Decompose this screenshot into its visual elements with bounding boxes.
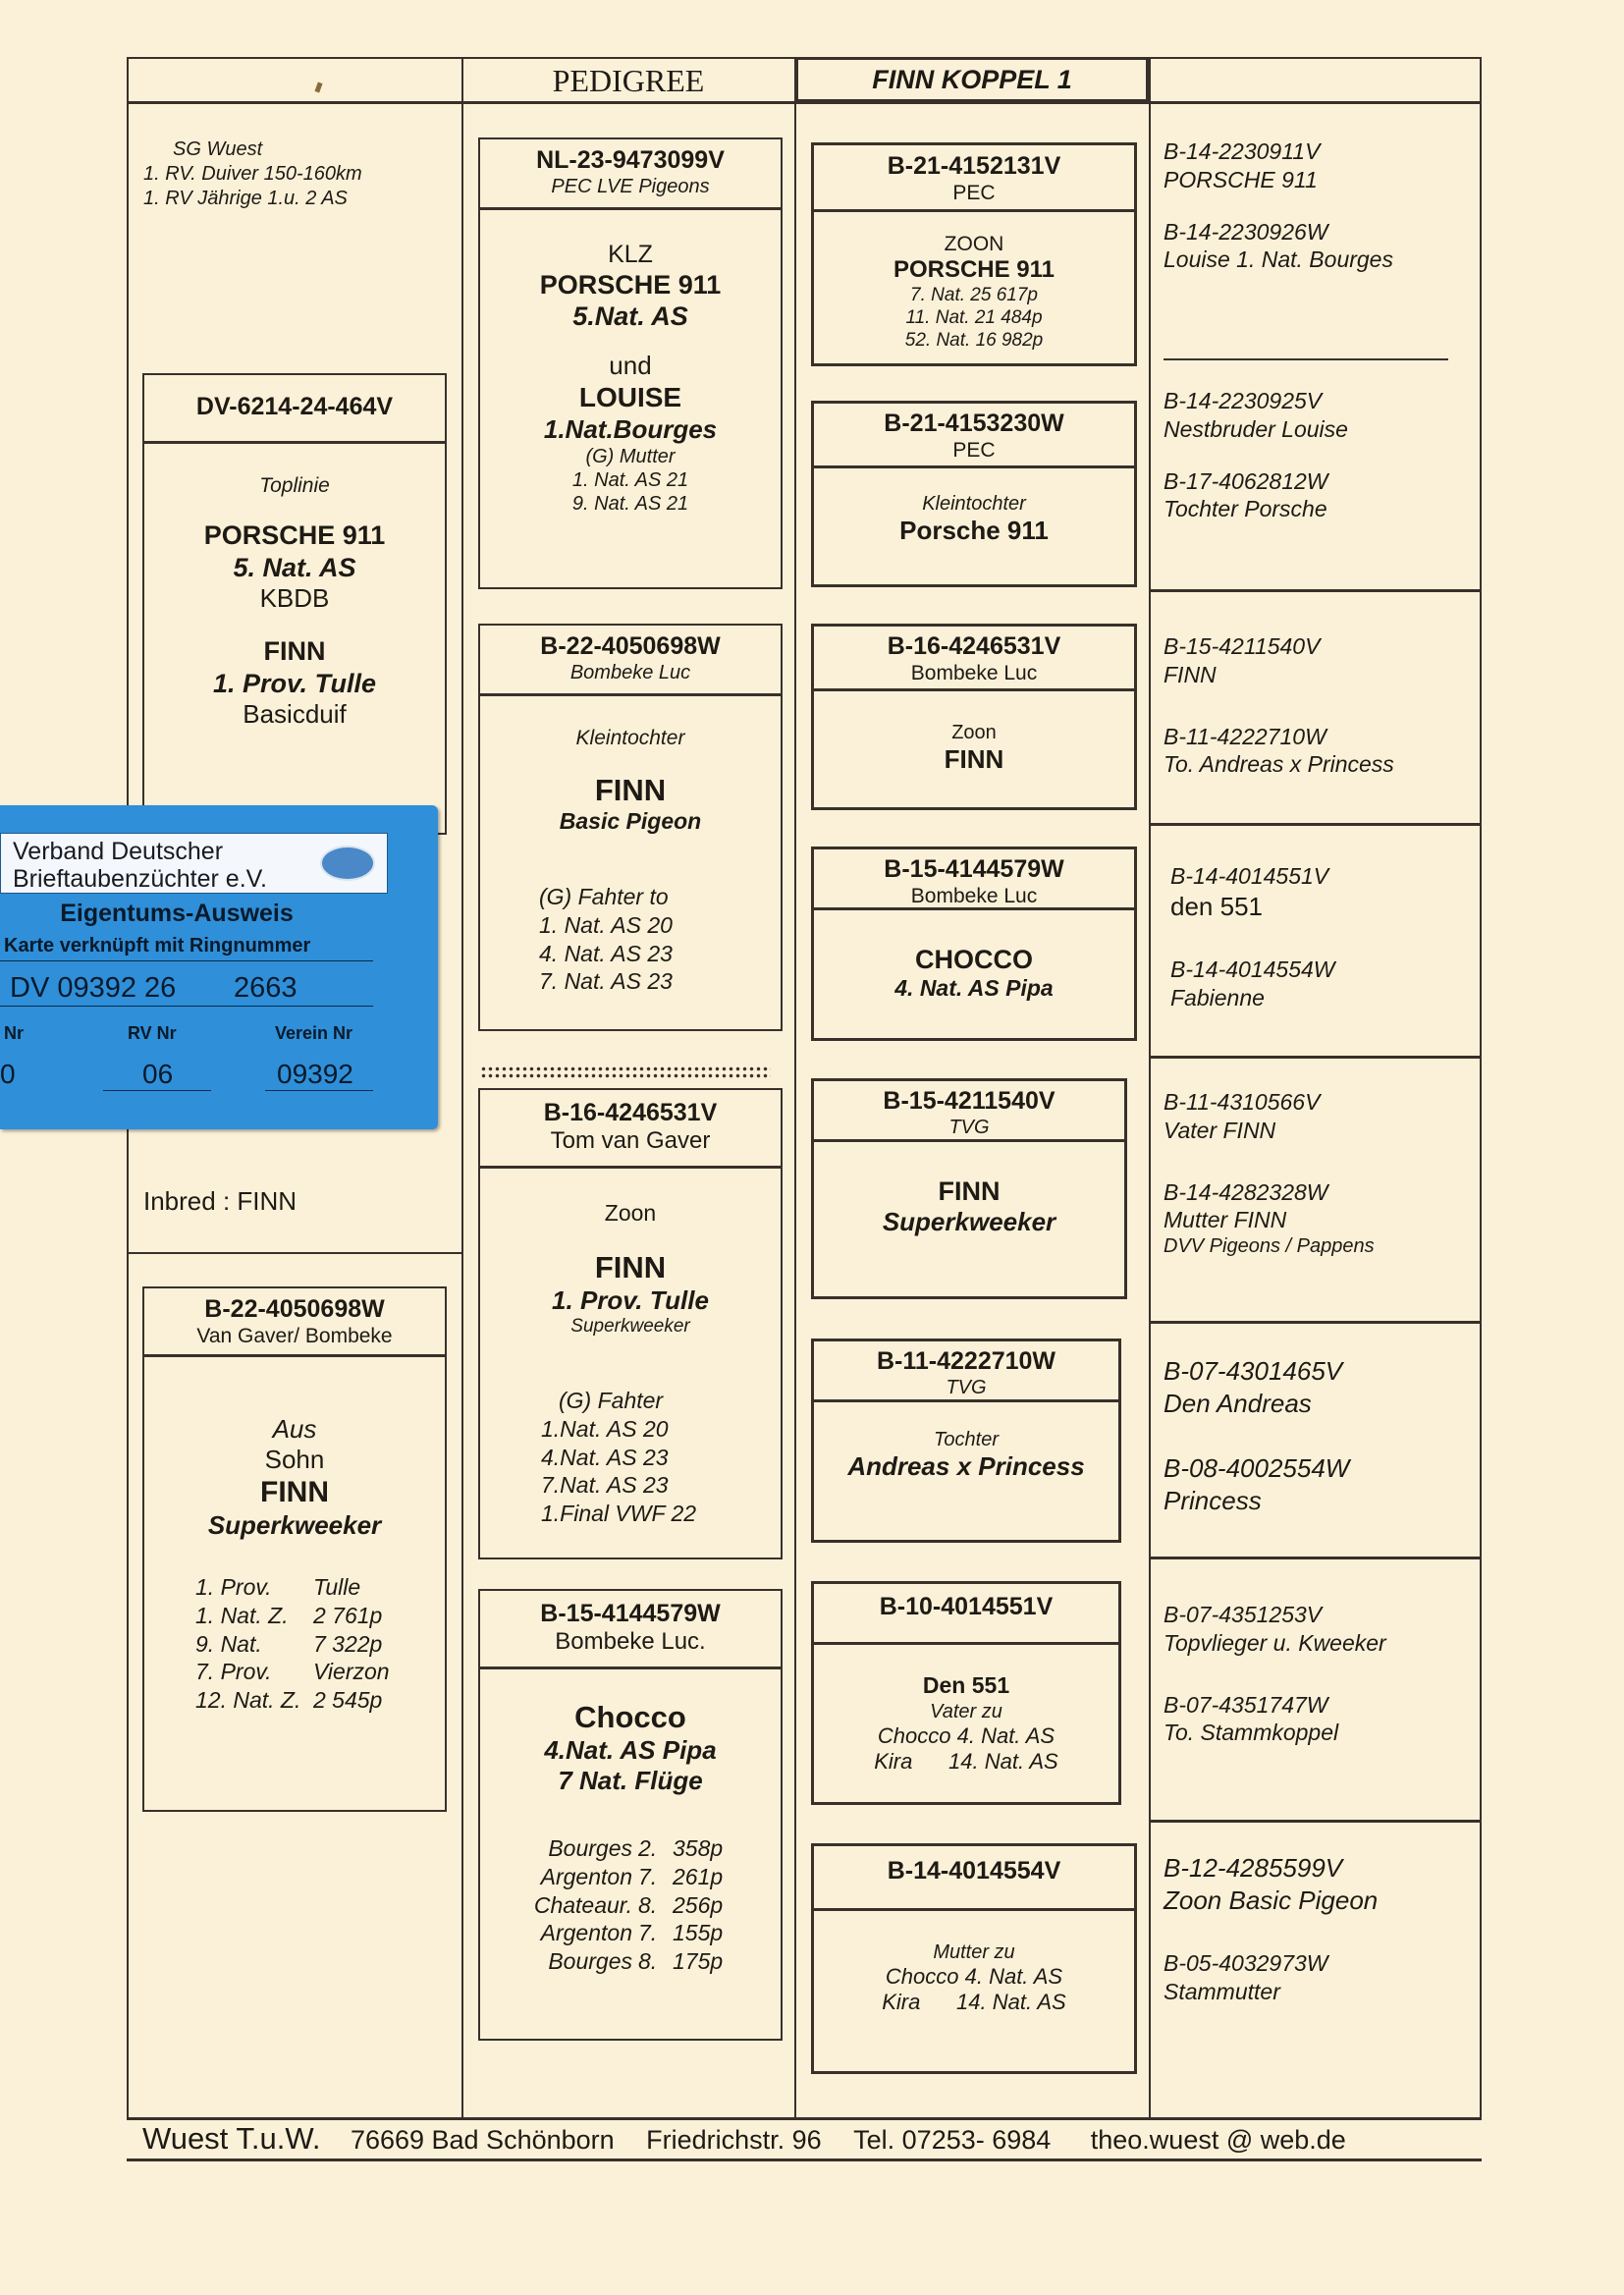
gen4-note: Tochter Porsche bbox=[1164, 496, 1327, 522]
gen2-ring: B-15-4144579W bbox=[540, 1600, 721, 1627]
gen3-line: Kira 14. Nat. AS bbox=[874, 1748, 1058, 1774]
result-place: 1. Nat. Z. bbox=[195, 1602, 289, 1628]
gen4-ring: B-14-4282328W bbox=[1164, 1178, 1328, 1205]
gen2-line: (G) Fahter bbox=[559, 1388, 664, 1413]
gen4-ring: B-07-4301465V bbox=[1164, 1356, 1343, 1386]
gen2-line: 7 Nat. Flüge bbox=[558, 1766, 703, 1796]
gen2-line: PORSCHE 911 bbox=[539, 270, 722, 300]
gen3-box bbox=[811, 624, 1137, 810]
subject-line: 5. Nat. AS bbox=[233, 552, 356, 582]
gen4-note: Mutter FINN bbox=[1164, 1207, 1287, 1233]
gen2-line: Chocco bbox=[574, 1700, 686, 1734]
gen4-note: Louise 1. Nat. Bourges bbox=[1164, 246, 1393, 273]
gen4-note: Princess bbox=[1164, 1485, 1262, 1515]
gen4-cell bbox=[1164, 1852, 1478, 2006]
gen2-line: 1. Nat. AS 21 bbox=[571, 468, 689, 491]
result-place: 7. bbox=[638, 1920, 658, 1946]
gen2-line: Zoon bbox=[604, 1200, 657, 1226]
result-value: 261p bbox=[673, 1863, 724, 1889]
gen4-ring: B-08-4002554W bbox=[1164, 1453, 1350, 1483]
dotted-divider bbox=[480, 1066, 771, 1079]
gen2-line: LOUISE bbox=[578, 381, 682, 412]
gen2-box bbox=[478, 1589, 783, 2041]
gen4-note: PORSCHE 911 bbox=[1164, 166, 1318, 192]
gen3-ring: B-15-4211540V bbox=[883, 1087, 1056, 1115]
gen4-note: Nestbruder Louise bbox=[1164, 415, 1348, 442]
dam-result bbox=[195, 1602, 431, 1630]
gen3-box bbox=[811, 1843, 1137, 2074]
card-col-value: 06 bbox=[142, 1059, 174, 1089]
owner-line: 1. RV Jährige 1.u. 2 AS bbox=[143, 188, 348, 209]
card-title: Eigentums-Ausweis bbox=[60, 900, 294, 927]
gen3-box bbox=[811, 1339, 1121, 1543]
gen2-ring: NL-23-9473099V bbox=[536, 146, 725, 174]
result-value: 2 761p bbox=[313, 1602, 383, 1628]
subject-ring: DV-6214-24-464V bbox=[144, 375, 445, 444]
gen3-box bbox=[811, 142, 1137, 366]
gen4-ring: B-11-4310566V bbox=[1164, 1089, 1321, 1115]
dam-line: FINN bbox=[260, 1476, 329, 1509]
gen2-breeder: PEC LVE Pigeons bbox=[551, 176, 710, 197]
gen2-result bbox=[515, 1919, 751, 1947]
card-header bbox=[0, 833, 388, 894]
gen3-line: FINN bbox=[938, 1176, 1001, 1206]
gen3-line: PORSCHE 911 bbox=[893, 256, 1056, 284]
owner-line: SG Wuest bbox=[173, 138, 263, 160]
gen3-line: Tochter bbox=[934, 1429, 999, 1450]
card-ring-number: 2663 bbox=[234, 972, 298, 1004]
gen4-cell bbox=[1164, 137, 1468, 274]
gen2-line: KLZ bbox=[608, 241, 653, 268]
result-value: 358p bbox=[673, 1835, 724, 1861]
dam-breeder: Van Gaver/ Bombeke bbox=[196, 1325, 393, 1347]
gen3-line: 4. Nat. AS Pipa bbox=[894, 975, 1054, 1002]
gen2-line: 4.Nat. AS Pipa bbox=[544, 1735, 717, 1766]
dam-line: Aus bbox=[272, 1414, 317, 1444]
gen3-ring: B-14-4014554V bbox=[887, 1857, 1061, 1885]
card-ring-prefix: DV 09392 26 bbox=[10, 972, 177, 1004]
footer-phone: Tel. 07253- 6984 bbox=[853, 2125, 1052, 2155]
footer-street: Friedrichstr. 96 bbox=[646, 2125, 822, 2155]
result-value: Vierzon bbox=[313, 1659, 390, 1685]
gen4-note: Stammutter bbox=[1164, 1978, 1280, 2004]
gen2-line: 1. Nat. AS 20 bbox=[539, 911, 673, 938]
gen2-line: und bbox=[609, 350, 652, 380]
gen3-ring: B-21-4153230W bbox=[884, 410, 1064, 437]
gen2-line: 4.Nat. AS 23 bbox=[541, 1444, 669, 1470]
dam-box bbox=[142, 1286, 447, 1812]
gen2-box bbox=[478, 1088, 783, 1559]
dam-result bbox=[195, 1658, 431, 1686]
gen2-result bbox=[515, 1947, 751, 1976]
subject-line: Toplinie bbox=[259, 474, 330, 497]
gen2-result bbox=[515, 1834, 751, 1863]
dove-logo-icon bbox=[320, 846, 375, 881]
owner-info bbox=[143, 137, 438, 211]
gen2-ring: B-16-4246531V bbox=[543, 1099, 718, 1126]
gen2-line: (G) Fahter to bbox=[539, 884, 669, 909]
gen3-box bbox=[811, 847, 1137, 1041]
gen2-breeder: Bombeke Luc bbox=[569, 662, 691, 683]
gen2-line: 1.Nat.Bourges bbox=[543, 413, 718, 444]
gen2-ring: B-22-4050698W bbox=[540, 632, 721, 660]
gen4-cell bbox=[1164, 1355, 1468, 1516]
gen3-ring: B-15-4144579W bbox=[884, 855, 1064, 883]
gen4-ring: B-15-4211540V bbox=[1164, 633, 1321, 659]
gen3-sub: PEC bbox=[952, 182, 996, 204]
card-org-line: Brieftaubenzüchter e.V. bbox=[13, 865, 267, 893]
gen3-line: Porsche 911 bbox=[899, 516, 1049, 545]
gen4-ring: B-11-4222710W bbox=[1164, 723, 1326, 749]
gen3-box bbox=[811, 401, 1137, 587]
dam-line: Superkweeker bbox=[207, 1510, 382, 1541]
gen2-line: 7.Nat. AS 23 bbox=[541, 1472, 669, 1499]
result-race: Argenton bbox=[540, 1863, 632, 1889]
gen3-sub: Bombeke Luc bbox=[910, 885, 1038, 907]
card-col-value: 09392 bbox=[277, 1059, 353, 1089]
subject-line: Basicduif bbox=[243, 698, 347, 729]
gen2-result bbox=[515, 1863, 751, 1891]
result-place: 7. bbox=[638, 1863, 658, 1889]
gen3-ring: B-10-4014551V bbox=[879, 1593, 1054, 1620]
gen2-line: 5.Nat. AS bbox=[572, 301, 688, 332]
gen2-line: 4. Nat. AS 23 bbox=[539, 940, 673, 966]
card-col-value: 0 bbox=[0, 1059, 16, 1089]
gen4-note: Zoon Basic Pigeon bbox=[1164, 1885, 1379, 1915]
subject-line: PORSCHE 911 bbox=[203, 520, 386, 551]
gen4-ring: B-07-4351747W bbox=[1164, 1691, 1328, 1718]
gen2-line: 9. Nat. AS 21 bbox=[571, 492, 689, 515]
card-col-label: RV Nr bbox=[128, 1023, 177, 1043]
gen3-line: ZOON bbox=[944, 233, 1004, 255]
gen2-line: 1. Prov. Tulle bbox=[552, 1284, 709, 1315]
subject-line: 1. Prov. Tulle bbox=[212, 668, 377, 698]
gen4-note: To. Andreas x Princess bbox=[1164, 751, 1394, 778]
dam-result bbox=[195, 1630, 431, 1659]
result-race: Bourges bbox=[548, 1835, 632, 1861]
gen4-ring: B-14-2230926W bbox=[1164, 218, 1328, 245]
gen3-sub: PEC bbox=[952, 439, 996, 462]
pedigree-title: PEDIGREE bbox=[552, 63, 705, 98]
dam-result bbox=[195, 1573, 431, 1602]
gen4-note: den 551 bbox=[1170, 891, 1263, 921]
result-place: 12. Nat. Z. bbox=[195, 1687, 301, 1713]
result-value: 256p bbox=[673, 1891, 724, 1918]
gen2-line: 7. Nat. AS 23 bbox=[539, 968, 673, 995]
gen4-note: Den Andreas bbox=[1164, 1388, 1312, 1418]
gen3-line: Chocco 4. Nat. AS bbox=[877, 1722, 1056, 1748]
gen4-note: Topvlieger u. Kweeker bbox=[1164, 1629, 1386, 1656]
subject-line: FINN bbox=[263, 636, 326, 667]
gen4-ring: B-07-4351253V bbox=[1164, 1602, 1323, 1627]
gen4-ring: B-05-4032973W bbox=[1164, 1950, 1328, 1976]
gen4-ring: B-17-4062812W bbox=[1164, 467, 1328, 494]
gen2-line: Superkweeker bbox=[570, 1315, 690, 1337]
gen3-ring: B-16-4246531V bbox=[887, 632, 1061, 660]
gen3-box bbox=[811, 1581, 1121, 1805]
result-race: Chateaur. bbox=[533, 1891, 632, 1918]
card-linked-label: Karte verknüpft mit Ringnummer bbox=[4, 935, 311, 956]
gen4-ring: B-14-4014554W bbox=[1170, 956, 1335, 983]
footer-email: theo.wuest @ web.de bbox=[1090, 2125, 1346, 2155]
gen2-breeder: Bombeke Luc. bbox=[555, 1628, 706, 1655]
gen2-line: (G) Mutter bbox=[585, 445, 676, 467]
gen2-line: FINN bbox=[594, 773, 667, 808]
footer-city: 76669 Bad Schönborn bbox=[350, 2125, 615, 2155]
gen3-line: Kleintochter bbox=[922, 493, 1026, 515]
dam-line: Sohn bbox=[264, 1445, 325, 1475]
gen3-sub: TVG bbox=[948, 1117, 990, 1138]
result-place: 8. bbox=[638, 1891, 658, 1918]
result-value: 175p bbox=[673, 1948, 724, 1974]
gen3-sub: Bombeke Luc bbox=[910, 662, 1038, 684]
result-value: 7 322p bbox=[313, 1630, 383, 1657]
result-place: 2. bbox=[638, 1835, 658, 1861]
dam-result bbox=[195, 1686, 431, 1715]
gen4-ring: B-14-2230925V bbox=[1164, 388, 1323, 413]
gen4-cell bbox=[1170, 862, 1475, 1012]
gen4-ring: B-14-2230911V bbox=[1164, 138, 1321, 164]
gen2-line: Kleintochter bbox=[575, 727, 685, 749]
gen4-ring: B-12-4285599V bbox=[1164, 1853, 1343, 1883]
gen4-note: FINN bbox=[1164, 661, 1217, 687]
footer bbox=[142, 2119, 1478, 2158]
gen4-ring: B-14-4014551V bbox=[1170, 863, 1329, 889]
gen3-line: Zoon bbox=[951, 722, 997, 743]
gen3-line: CHOCCO bbox=[915, 945, 1033, 974]
gen3-line: Superkweeker bbox=[882, 1207, 1056, 1237]
gen3-line: Chocco 4. Nat. AS bbox=[885, 1964, 1063, 1989]
gen3-line: Andreas x Princess bbox=[847, 1451, 1085, 1481]
inbred-note: Inbred : FINN bbox=[143, 1186, 298, 1216]
gen3-ring: B-11-4222710W bbox=[876, 1347, 1056, 1375]
gen3-line: Mutter zu bbox=[933, 1941, 1015, 1963]
footer-name: Wuest T.u.W. bbox=[142, 2121, 321, 2156]
gen2-line: 1.Nat. AS 20 bbox=[541, 1415, 669, 1442]
gen3-box bbox=[811, 1078, 1127, 1299]
gen2-box bbox=[478, 624, 783, 1031]
result-race: Bourges bbox=[548, 1948, 632, 1974]
gen4-cell bbox=[1164, 1601, 1478, 1747]
gen3-line: 11. Nat. 21 484p bbox=[905, 306, 1043, 328]
gen3-ring: B-21-4152131V bbox=[887, 152, 1061, 180]
card-col-label: Verein Nr bbox=[275, 1023, 353, 1043]
pen-mark bbox=[314, 82, 322, 92]
card-org-line: Verband Deutscher bbox=[13, 838, 224, 865]
gen3-line: Den 551 bbox=[922, 1672, 1010, 1698]
gen2-line: Basic Pigeon bbox=[559, 808, 702, 835]
gen4-note: Fabienne bbox=[1170, 985, 1265, 1011]
subject-box bbox=[142, 373, 447, 835]
gen4-cell bbox=[1164, 632, 1468, 779]
result-race: Argenton bbox=[540, 1920, 632, 1946]
ownership-card bbox=[0, 805, 438, 1129]
result-value: Tulle bbox=[313, 1574, 361, 1600]
gen4-note: DVV Pigeons / Pappens bbox=[1164, 1235, 1375, 1257]
result-value: 2 545p bbox=[313, 1687, 383, 1713]
gen3-line: 7. Nat. 25 617p bbox=[910, 284, 1038, 305]
dam-ring: B-22-4050698W bbox=[204, 1295, 385, 1323]
gen2-line: 1.Final VWF 22 bbox=[541, 1501, 697, 1526]
result-place: 9. Nat. bbox=[195, 1630, 262, 1657]
gen2-result bbox=[515, 1891, 751, 1920]
gen3-sub: TVG bbox=[946, 1377, 987, 1398]
card-col-label: Nr bbox=[4, 1023, 25, 1043]
gen2-box bbox=[478, 137, 783, 589]
gen2-line: FINN bbox=[594, 1249, 667, 1284]
result-value: 155p bbox=[673, 1920, 724, 1946]
owner-line: 1. RV. Duiver 150-160km bbox=[143, 163, 362, 185]
gen3-line: 52. Nat. 16 982p bbox=[904, 329, 1044, 351]
gen3-line: Kira 14. Nat. AS bbox=[882, 1990, 1066, 2015]
gen4-cell bbox=[1164, 387, 1468, 523]
gen4-cell bbox=[1164, 1088, 1478, 1259]
subject-line: KBDB bbox=[259, 582, 330, 613]
gen2-breeder: Tom van Gaver bbox=[550, 1127, 711, 1154]
gen3-line: Vater zu bbox=[930, 1700, 1002, 1722]
pair-title: FINN KOPPEL 1 bbox=[795, 57, 1149, 102]
gen4-note: Vater FINN bbox=[1164, 1117, 1276, 1143]
result-place: 7. Prov. bbox=[195, 1659, 272, 1685]
gen4-note: To. Stammkoppel bbox=[1164, 1720, 1339, 1746]
gen3-line: FINN bbox=[944, 744, 1004, 774]
result-place: 8. bbox=[638, 1948, 658, 1974]
result-place: 1. Prov. bbox=[195, 1574, 272, 1600]
